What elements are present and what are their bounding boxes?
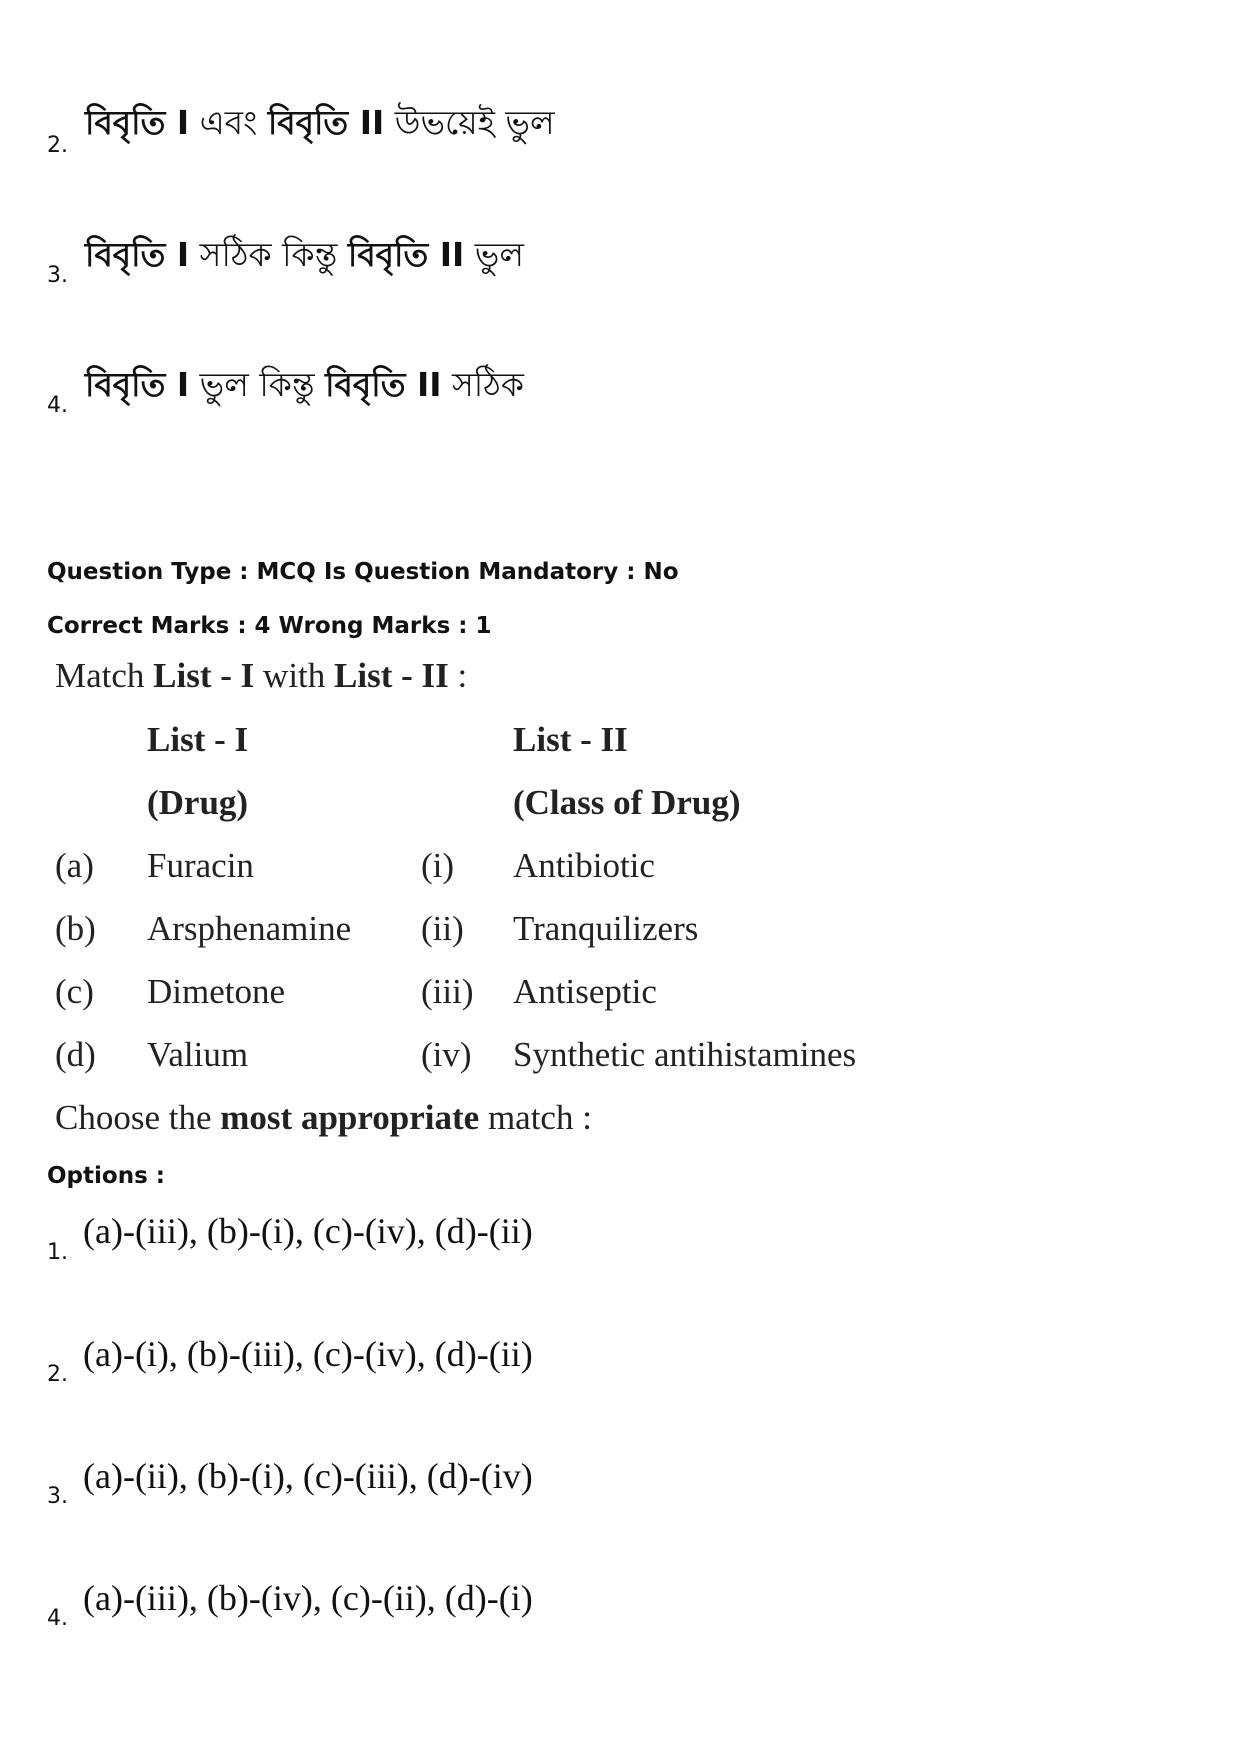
intro-list1: List - I [153,656,255,695]
drug-name: Valium [147,1035,249,1074]
choose-text: Choose the [55,1098,221,1137]
drug-class: Synthetic antihistamines [513,1035,857,1074]
prev-option-run: ভুল কিন্তু [189,365,326,404]
row-label: (b) [55,909,96,948]
drug-class: Antiseptic [513,972,657,1011]
intro-colon: : [448,656,468,695]
prev-option-run: II [416,365,442,404]
prev-option-text [85,229,524,285]
option-number: 2. [47,1362,68,1387]
prev-option-run: বিবৃতি [85,235,177,274]
prev-option-run: ভুল [464,235,524,274]
choose-emphasis: most appropriate [220,1098,480,1137]
class-label: (iv) [421,1035,472,1074]
option-number: 3. [47,1484,68,1509]
option-text: (a)-(i), (b)-(iii), (c)-(iv), (d)-(ii) [83,1334,533,1374]
prev-option-run: উভয়েই ভুল [384,103,555,142]
question-intro [55,656,467,696]
options-label: Options : [47,1163,165,1189]
prev-option-run: II [439,235,465,274]
marks-line: Correct Marks : 4 Wrong Marks : 1 [47,613,492,639]
intro-text: Match [55,656,154,695]
prev-option-text [85,359,524,415]
list1-subheader: (Drug) [147,783,249,822]
option-number: 4. [47,1606,68,1631]
row-label: (c) [55,972,94,1011]
prev-option-number: 2. [47,133,68,158]
prev-option-run: বিবৃতি [85,365,177,404]
prev-option-run: বিবৃতি [267,103,360,142]
prev-option-run: বিবৃতি [347,235,440,274]
drug-name: Dimetone [147,972,286,1011]
drug-name: Arsphenamine [147,909,352,948]
class-label: (ii) [421,909,464,948]
intro-with: with [254,656,335,695]
choose-end: match : [479,1098,592,1137]
prev-option-run: এবং [189,103,268,142]
list2-header: List - II [513,720,628,759]
row-label: (a) [55,846,94,885]
question-type-line: Question Type : MCQ Is Question Mandatory : No [47,559,679,585]
prev-option-run: I [176,235,190,274]
option-number: 1. [47,1240,68,1265]
prev-option-run: I [176,365,190,404]
prev-option-run: সঠিক কিন্তু [189,235,348,274]
option-text: (a)-(iii), (b)-(i), (c)-(iv), (d)-(ii) [83,1211,533,1251]
drug-name: Furacin [147,846,254,885]
option-text: (a)-(iii), (b)-(iv), (c)-(ii), (d)-(i) [83,1578,533,1618]
prev-option-number: 4. [47,393,68,418]
prev-option-run: বিবৃতি [85,103,177,142]
prev-option-run: বিবৃতি [325,365,417,404]
class-label: (iii) [421,972,474,1011]
list1-header: List - I [147,720,249,759]
prev-option-text [85,97,555,153]
class-label: (i) [421,846,455,885]
drug-class: Tranquilizers [513,909,699,948]
drug-class: Antibiotic [513,846,655,885]
prev-option-number: 3. [47,263,68,288]
prev-option-run: সঠিক [441,365,524,404]
choose-instruction [55,1098,592,1138]
prev-option-run: II [359,103,385,142]
prev-option-run: I [176,103,190,142]
option-text: (a)-(ii), (b)-(i), (c)-(iii), (d)-(iv) [83,1456,533,1496]
list2-subheader: (Class of Drug) [513,783,741,822]
intro-list2: List - II [334,656,449,695]
row-label: (d) [55,1035,96,1074]
